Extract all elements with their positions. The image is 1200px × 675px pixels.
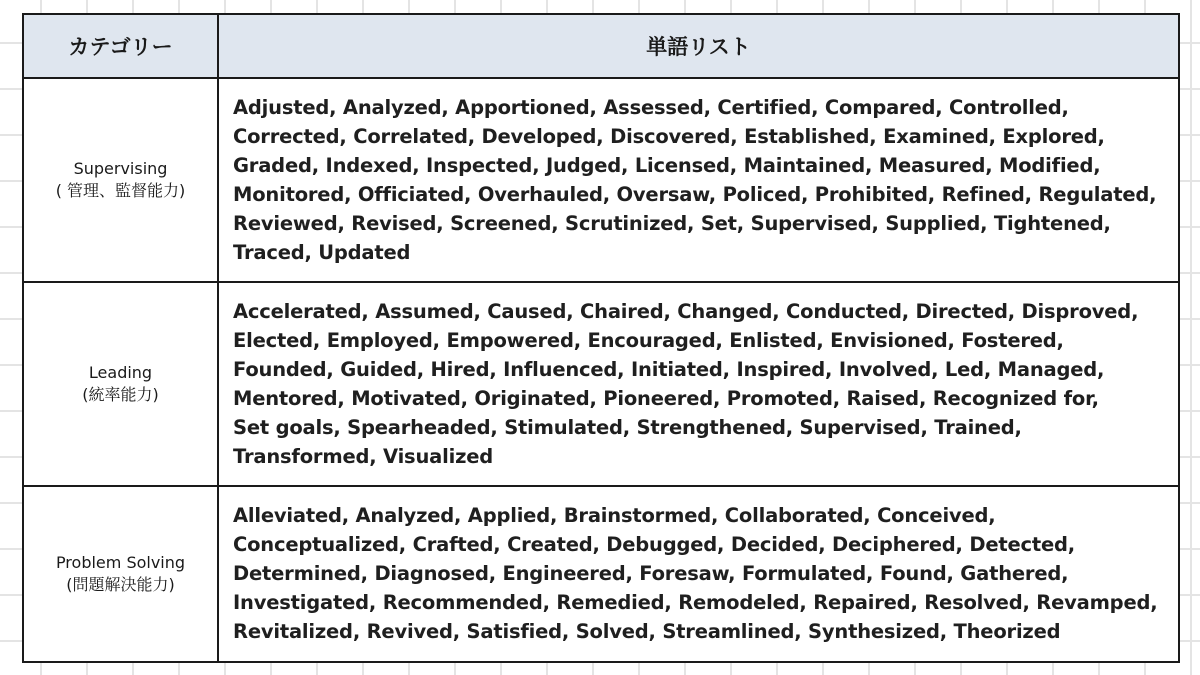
category-cell xyxy=(23,78,218,282)
category-name-ja: (統率能力) xyxy=(82,385,159,404)
category-name-en: Problem Solving xyxy=(55,553,186,572)
word-list-table xyxy=(22,13,1180,663)
category-name-ja: (問題解決能力) xyxy=(66,575,175,594)
table-row-leading xyxy=(23,282,1179,486)
word-list-cell: Accelerated, Assumed, Caused, Chaired, Changed, Conducted, Directed, Disproved, Elected, Employed, Empowered, Encouraged, Enlisted, Envisioned, Fostered, Founded, Guided, Hired, Influenced, Initiated, Inspired, Involved, Led, Managed, Mentored, Motivated, Originated, Pioneered, Promoted, Raised, Recognized for, Set goals, Spearheaded, Stimulated, Strengthened, Supervised, Trained, Transformed, Visualized xyxy=(218,282,1179,486)
column-header-word-list: 単語リスト xyxy=(218,14,1179,78)
category-name-en: Leading xyxy=(88,363,153,382)
word-table-container xyxy=(22,13,1178,661)
table-header-row xyxy=(23,14,1179,78)
column-header-category: カテゴリー xyxy=(23,14,218,78)
word-list-cell: Adjusted, Analyzed, Apportioned, Assessed, Certified, Compared, Controlled, Corrected, Correlated, Developed, Discovered, Established, Examined, Explored, Graded, Indexed, Inspected, Judged, Licensed, Maintained, Measured, Modified, Monitored, Officiated, Overhauled, Oversaw, Policed, Prohibited, Refined, Regulated, Reviewed, Revised, Screened, Scrutinized, Set, Supervised, Supplied, Tightened, Traced, Updated xyxy=(218,78,1179,282)
category-name-en: Supervising xyxy=(73,159,168,178)
table-row-problem-solving xyxy=(23,486,1179,662)
word-list-cell: Alleviated, Analyzed, Applied, Brainstormed, Collaborated, Conceived, Conceptualized, Crafted, Created, Debugged, Decided, Deciphered, Detected, Determined, Diagnosed, Engineered, Foresaw, Formulated, Found, Gathered, Investigated, Recommended, Remedied, Remodeled, Repaired, Resolved, Revamped, Revitalized, Revived, Satisfied, Solved, Streamlined, Synthesized, Theorized xyxy=(218,486,1179,662)
category-cell xyxy=(23,282,218,486)
category-cell xyxy=(23,486,218,662)
category-name-ja: ( 管理、監督能力) xyxy=(55,181,186,200)
table-row-supervising xyxy=(23,78,1179,282)
